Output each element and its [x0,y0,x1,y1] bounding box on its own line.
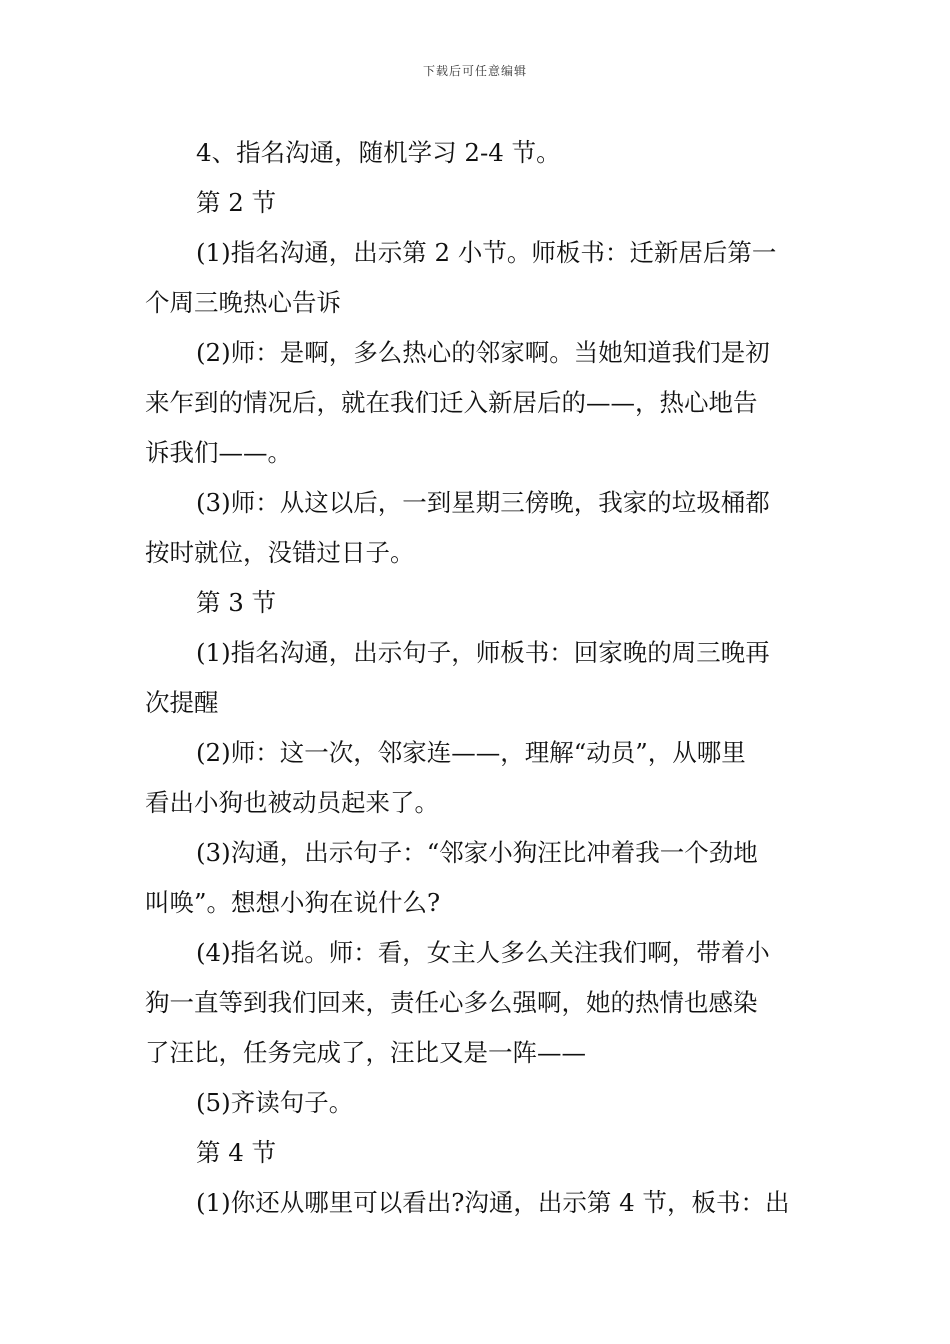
text-line: 看出小狗也被动员起来了。 [145,788,439,817]
page-header: 下载后可任意编辑 [422,64,527,78]
text-line: 叫唤”。想想小狗在说什么? [145,888,441,917]
text-line: 按时就位，没错过日子。 [145,538,415,567]
text-line: (1)指名沟通，出示第 2 小节。师板书：迁新居后第一 [196,238,777,267]
text-line: (3)沟通，出示句子：“邻家小狗汪比冲着我一个劲地 [196,838,758,867]
text-line: 狗一直等到我们回来，责任心多么强啊，她的热情也感染 [145,988,758,1017]
text-line: (2)师：是啊，多么热心的邻家啊。当她知道我们是初 [196,338,770,367]
text-line: 第 4 节 [196,1138,277,1167]
text-line: 次提醒 [145,688,219,717]
text-line: (5)齐读句子。 [196,1088,354,1117]
text-line: 了汪比，任务完成了，汪比又是一阵—— [145,1038,586,1067]
text-line: (4)指名说。师：看，女主人多么关注我们啊，带着小 [196,938,770,967]
text-line: 来乍到的情况后，就在我们迁入新居后的——，热心地告 [145,388,758,417]
text-line: 第 3 节 [196,588,277,617]
text-line: 4、指名沟通，随机学习 2-4 节。 [196,138,561,167]
text-line: (1)你还从哪里可以看出?沟通，出示第 4 节，板书：出 [196,1188,790,1217]
text-line: (2)师：这一次，邻家连——，理解“动员”，从哪里 [196,738,746,767]
text-line: 诉我们——。 [145,438,292,467]
text-line: (1)指名沟通，出示句子，师板书：回家晚的周三晚再 [196,638,770,667]
text-line: (3)师：从这以后，一到星期三傍晚，我家的垃圾桶都 [196,488,770,517]
text-line: 第 2 节 [196,188,277,217]
text-line: 个周三晚热心告诉 [145,288,341,317]
document-body [145,128,810,1228]
